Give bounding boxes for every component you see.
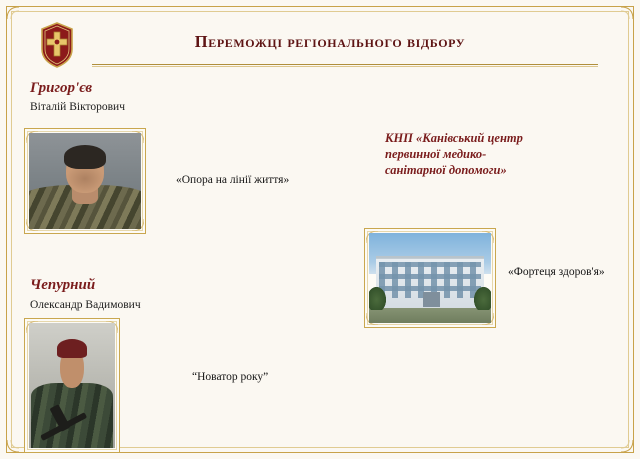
winner-2-photo [24,318,120,453]
page-title: Переможці регіонального відбору [194,32,466,51]
header-divider [92,64,598,67]
corner-ornament-bottom-right-icon [608,427,634,453]
winner-1-surname: Григор'єв [30,80,93,96]
portrait-photo-soldier-beret-rifle [29,323,115,448]
photo-clinic-building [369,233,491,323]
winner-3-award-caption: «Фортеця здоров'я» [508,266,605,278]
winner-2-surname: Чепурний [30,277,96,293]
winner-1-photo [24,128,146,234]
ukraine-cross-emblem-icon [36,22,78,68]
page-header [0,14,640,68]
winner-1-patronymic: Віталій Вікторович [30,101,125,113]
winner-3-photo [364,228,496,328]
winner-1-award-caption: «Опора на лінії життя» [176,174,290,186]
winner-2-patronymic: Олександр Вадимович [30,299,141,311]
winner-2-award-caption: “Новатор року” [192,371,269,383]
winner-3-organization-name: КНП «Канівський центр первинної медико-санітарної допомоги» [385,131,523,177]
portrait-photo-soldier-camouflage [29,133,141,229]
